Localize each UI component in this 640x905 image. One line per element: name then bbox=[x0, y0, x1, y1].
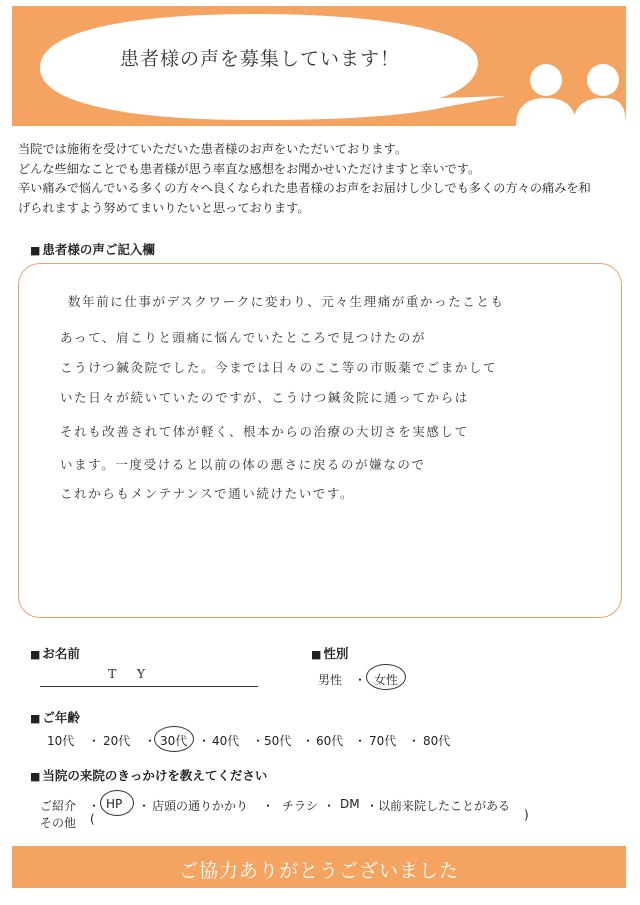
handwritten-line: 数年前に仕事がデスクワークに変わり、元々生理痛が重かったことも bbox=[68, 294, 505, 309]
footer-thanks: ご協力ありがとうございました bbox=[178, 860, 459, 882]
handwritten-line: それも改善されて体が軽く、根本からの治療の大切さを実感して bbox=[60, 424, 469, 439]
handwritten-line: いた日々が続いていたのですが、こうけつ鍼灸院に通ってからは bbox=[60, 390, 469, 405]
age-option: ・50代 bbox=[252, 734, 292, 748]
handwritten-line: これからもメンテナンスで通い続けたいです。 bbox=[60, 486, 355, 501]
source-option: ご紹介 bbox=[40, 799, 77, 813]
age-separator: ・ bbox=[408, 734, 421, 748]
voice-entry-box bbox=[18, 263, 622, 618]
intro-line: げられますよう努めてまいりたいと思っております。 bbox=[18, 200, 310, 215]
age-separator: ・ bbox=[198, 734, 211, 748]
gender-separator: ・ bbox=[354, 673, 367, 687]
source-other-open: ( bbox=[90, 812, 95, 826]
source-separator: ・ bbox=[88, 799, 101, 813]
intro-line: どんな些細なことでも患者様が思う率直な感想をお聞かせいただけますと幸いです。 bbox=[18, 161, 481, 176]
age-option: 70代 bbox=[369, 734, 397, 748]
age-separator: ・ bbox=[144, 734, 157, 748]
source-option: チラシ bbox=[282, 799, 319, 813]
age-separator: ・ bbox=[354, 734, 367, 748]
age-option: 10代 bbox=[47, 734, 75, 748]
name-value: T Y bbox=[108, 666, 150, 681]
age-option: 40代 bbox=[212, 734, 240, 748]
source-separator: ・ bbox=[366, 799, 379, 813]
source-option: 店頭の通りかかり bbox=[152, 799, 249, 813]
source-separator: ・ bbox=[323, 799, 336, 813]
gender-label: ■ 性別 bbox=[311, 644, 348, 662]
intro-line: 辛い痛みで悩んでいる多くの方々へ良くなられた患者様のお声をお届けし少しでも多くの方々の痛みを和 bbox=[18, 181, 591, 195]
source-other-close: ) bbox=[524, 808, 529, 822]
selected-circle bbox=[154, 726, 194, 752]
age-option: 80代 bbox=[423, 734, 451, 748]
source-option-selected: HP bbox=[106, 797, 123, 811]
source-other-label: その他 bbox=[40, 816, 77, 830]
gender-option-female: 女性 bbox=[374, 673, 399, 687]
age-separator: ・ bbox=[88, 734, 101, 748]
source-option: DM bbox=[340, 797, 360, 811]
handwritten-line: います。一度受けると以前の体の悪さに戻るのが嫌なので bbox=[60, 457, 426, 472]
age-option: 60代 bbox=[316, 734, 344, 748]
intro-line: 当院では施術を受けていただいた患者様のお声をいただいております。 bbox=[18, 142, 408, 156]
selected-circle bbox=[100, 790, 134, 816]
page-title: 患者様の声を募集しています！ bbox=[119, 48, 400, 70]
name-label: ■ お名前 bbox=[30, 644, 80, 662]
handwritten-line: こうけつ鍼灸院でした。今までは日々のここ等の市販薬でごまかして bbox=[60, 360, 498, 375]
source-separator: ・ bbox=[138, 799, 151, 813]
age-separator: ・ bbox=[302, 734, 315, 748]
source-label: ■ 当院の来院のきっかけを教えてください bbox=[30, 766, 267, 784]
source-option: 以前来院したことがある bbox=[378, 799, 511, 813]
source-separator: ・ bbox=[262, 799, 275, 813]
intro-text bbox=[18, 140, 628, 218]
age-label: ■ ご年齢 bbox=[30, 708, 80, 726]
gender-option-male: 男性 bbox=[318, 673, 343, 687]
age-option-selected: 30代 bbox=[160, 734, 188, 748]
age-option: 20代 bbox=[103, 734, 131, 748]
voice-section-label: ■ 患者様の声ご記入欄 bbox=[30, 240, 155, 258]
name-underline bbox=[40, 686, 258, 687]
people-icon bbox=[516, 64, 626, 126]
handwritten-line: あって、肩こりと頭痛に悩んでいたところで見つけたのが bbox=[60, 330, 427, 345]
selected-circle bbox=[366, 664, 406, 690]
